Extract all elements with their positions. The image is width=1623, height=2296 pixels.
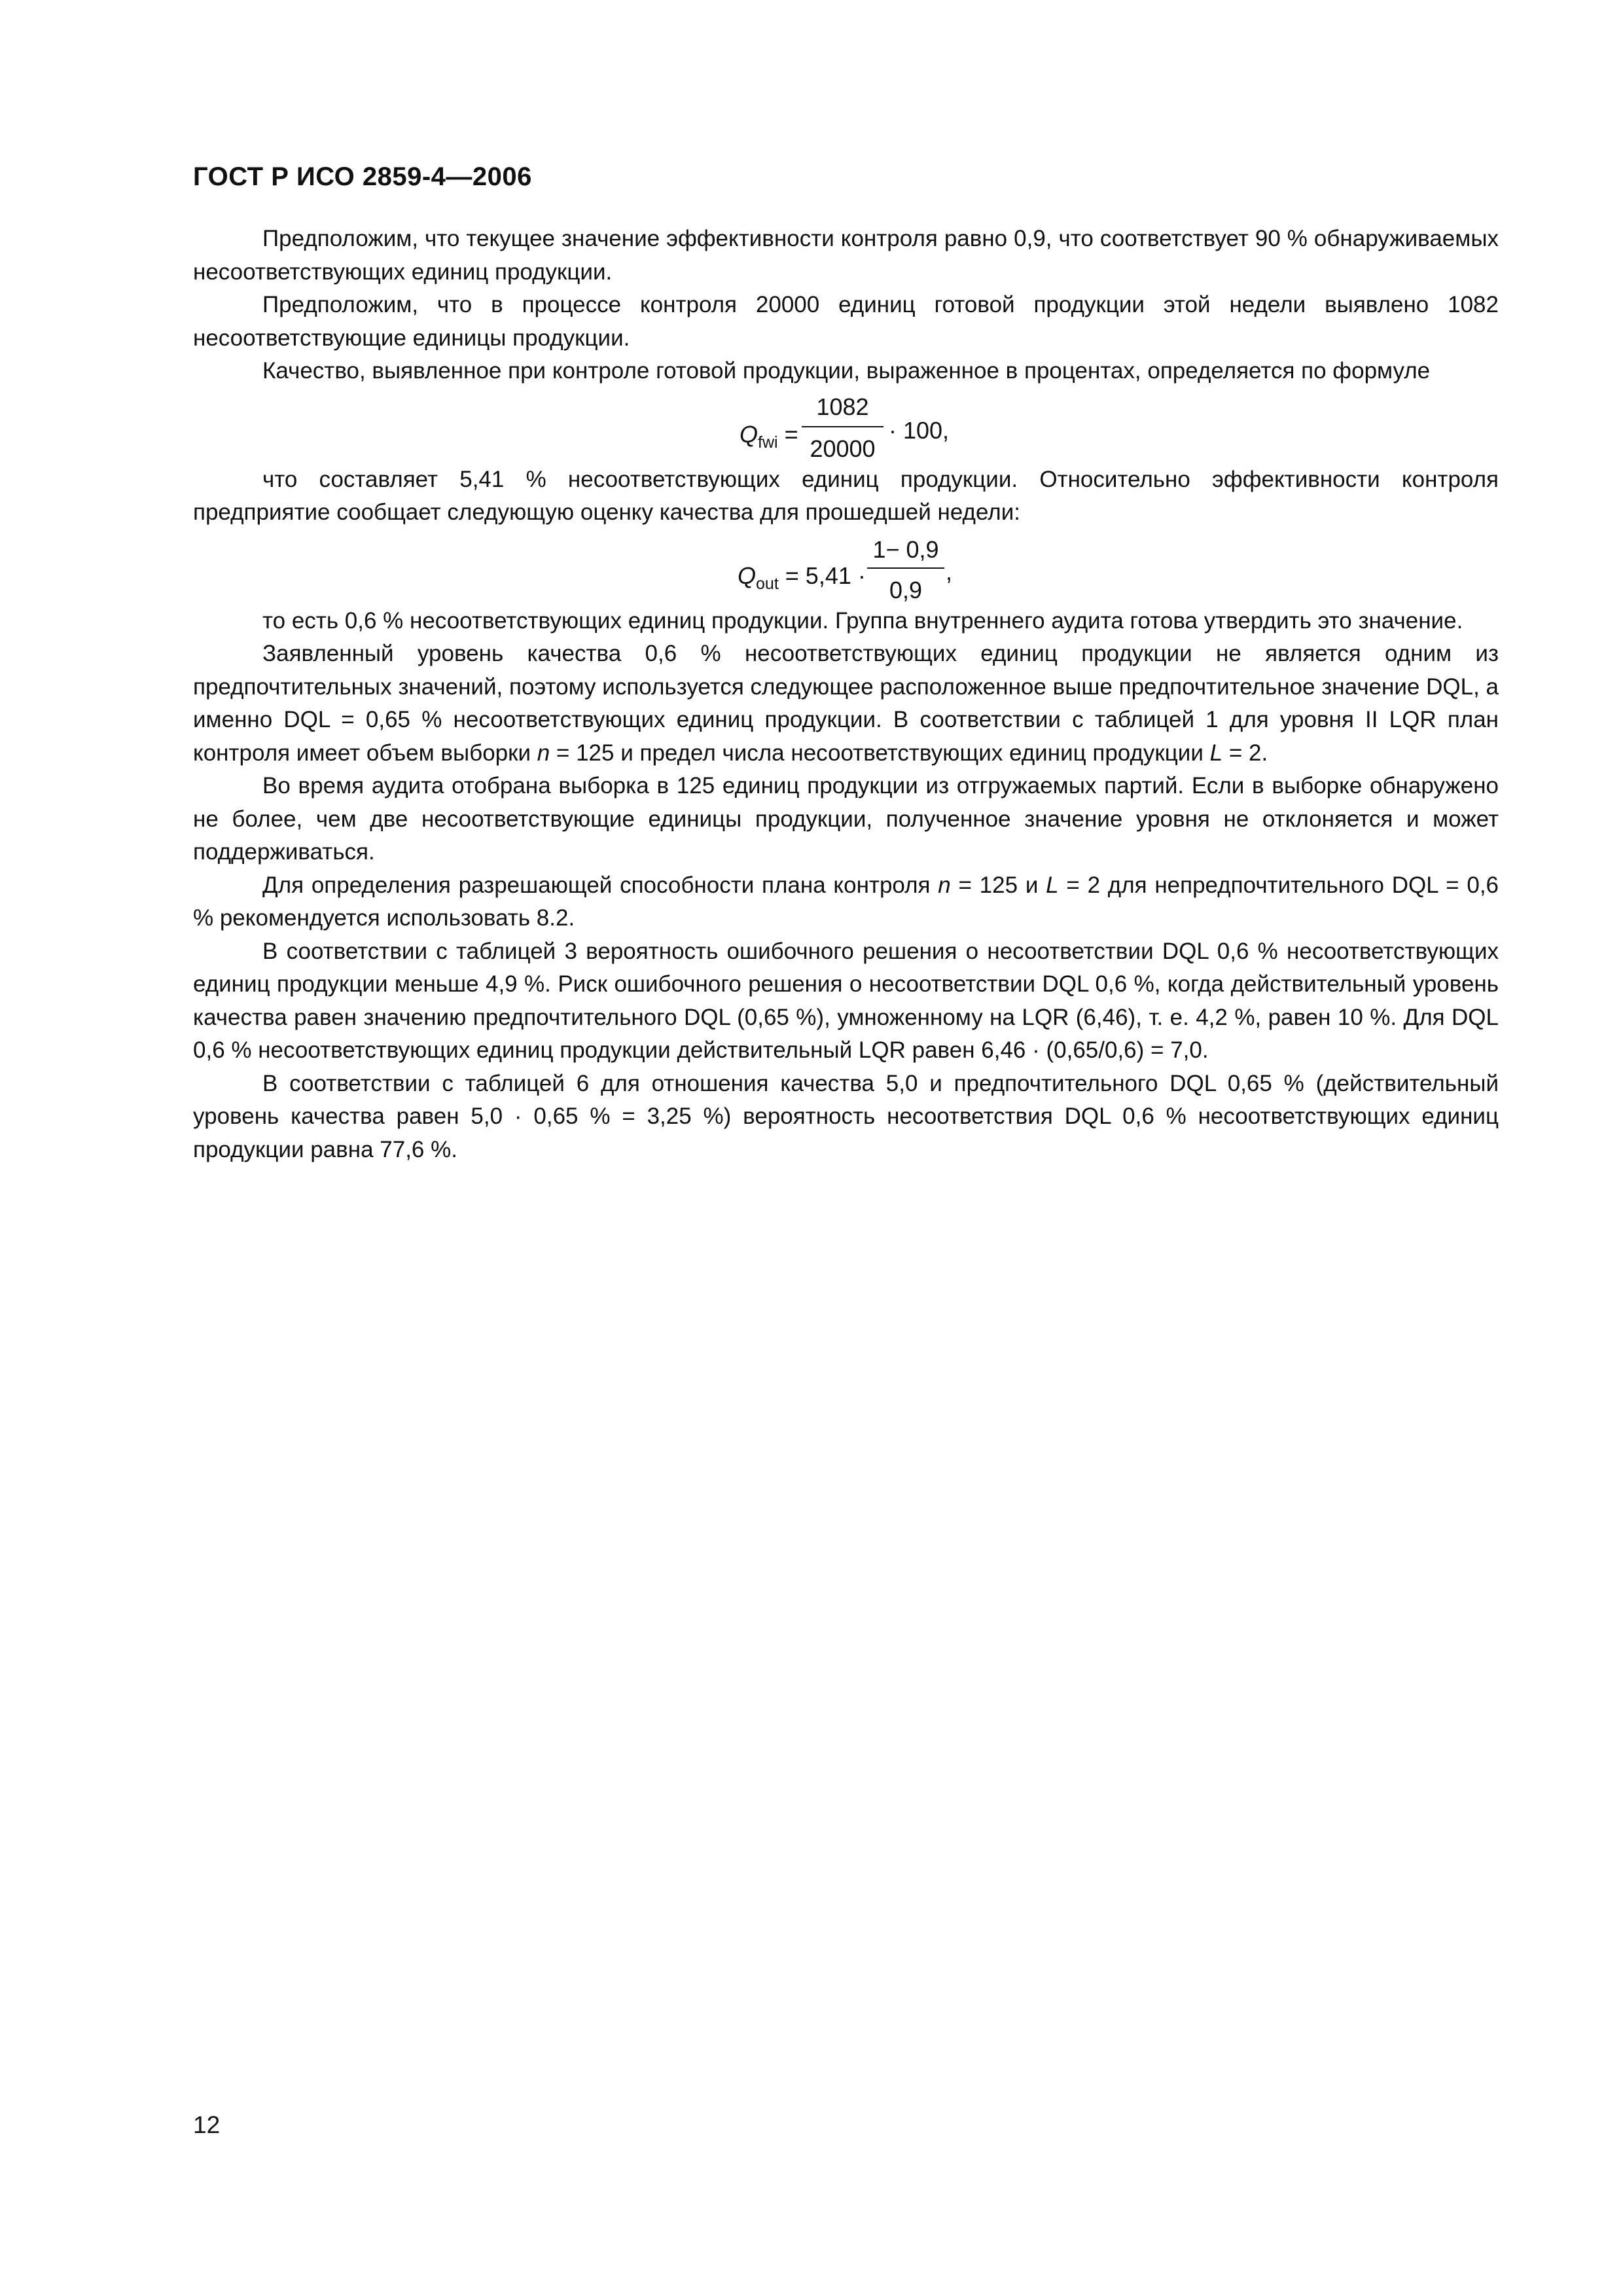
paragraph-dql-selection-text: Заявленный уровень качества 0,6 % несоответствующих единиц продукции не является одним из предпочтительных значений, поэтому используется следующее расположенное выше предпочтительное значение DQL, а именно DQL = 0,65 % несоответствующих единиц продукции. В соответствии с таблицей 1 для уровня II LQR план контроля имеет объем выборки xyxy=(193,641,1499,766)
formula-q-fwi-denominator: 20000 xyxy=(810,435,876,462)
limit-variable: L xyxy=(1209,740,1223,766)
formula-q-out-variable: Q xyxy=(738,562,757,589)
paragraph-inspection-result: Предположим, что в процессе контроля 20000 единиц готовой продукции этой недели выявлено 1082 несоответствующие единицы продукции. xyxy=(193,292,1499,351)
paragraph-table-6-probability: В соответствии с таблицей 6 для отношения качества 5,0 и предпочтительного DQL 0,65 % (действительный уровень качества равен 5,0 · 0,65 % = 3,25 %) вероятность несоответствия DQL 0,6 % несоответствующих единиц продукции равна 77,6 %. xyxy=(193,1070,1499,1162)
formula-q-fwi xyxy=(193,388,1499,463)
paragraph-inspection-effectiveness: Предположим, что текущее значение эффективности контроля равно 0,9, что соответствует 90 % обнаруживаемых несоответствующих единиц продукции. xyxy=(193,226,1499,285)
paragraph-resolution-text-2: = 125 и xyxy=(950,872,1039,898)
paragraph-audit-sample: Во время аудита отобрана выборка в 125 единиц продукции из отгружаемых партий. Если в выборке обнаружено не более, чем две несоответствующие единицы продукции, полученное значение уровня не отклоняется и может поддерживаться. xyxy=(193,773,1499,865)
page-number: 12 xyxy=(193,2111,221,2138)
formula-q-out xyxy=(193,529,1499,605)
formula-q-fwi-variable: Q xyxy=(740,420,758,448)
paragraph-dql-selection-text-3: = 2. xyxy=(1222,740,1268,766)
formula-q-out-coefficient: = 5,41 · xyxy=(778,562,866,589)
document-body xyxy=(193,223,1499,1166)
paragraph-result-statement: что составляет 5,41 % несоответствующих единиц продукции. Относительно эффективности контроля предприятие сообщает следующую оценку качества для прошедшей недели: xyxy=(193,466,1499,525)
paragraph-resolution-text: Для определения разрешающей способности плана контроля xyxy=(262,872,931,898)
formula-q-out-fraction-bar xyxy=(867,567,944,569)
formula-q-fwi-equals: = xyxy=(777,420,798,448)
paragraph-table-3-risk: В соответствии с таблицей 3 вероятность ошибочного решения о несоответствии DQL 0,6 % несоответствующих единиц продукции меньше 4,9 %. Риск ошибочного решения о несоответствии DQL 0,6 %, когда действительный уровень качества равен значению предпочтительного DQL (0,65 %), умноженному на LQR (6,46), т. е. 4,2 %, равен 10 %. Для DQL 0,6 % несоответствующих единиц продукции действительный LQR равен 6,46 · (0,65/0,6) = 7,0. xyxy=(193,938,1499,1063)
paragraph-resolution-text-3: = 2 для непредпочтительного DQL = 0,6 % рекомендуется использовать 8.2. xyxy=(193,872,1499,931)
formula-q-fwi-subscript: fwi xyxy=(758,433,778,452)
formula-q-out-comma: , xyxy=(946,558,953,585)
formula-q-fwi-numerator: 1082 xyxy=(816,393,869,420)
paragraph-dql-selection xyxy=(193,637,1499,770)
sample-size-variable: n xyxy=(938,872,951,898)
limit-variable: L xyxy=(1046,872,1059,898)
paragraph-formula-intro: Качество, выявленное при контроле готовой продукции, выраженное в процентах, определяется по формуле xyxy=(262,358,1431,384)
paragraph-resolution xyxy=(193,869,1499,935)
formula-q-out-lhs xyxy=(738,560,866,593)
paragraph-dql-selection-text-2: = 125 и предел числа несоответствующих единиц продукции xyxy=(550,740,1204,766)
document-header: ГОСТ Р ИСО 2859-4—2006 xyxy=(193,162,532,191)
paragraph-audit-approval: то есть 0,6 % несоответствующих единиц продукции. Группа внутреннего аудита готова утвердить это значение. xyxy=(262,607,1463,634)
formula-q-fwi-fraction-bar xyxy=(802,426,883,427)
sample-size-variable: n xyxy=(537,740,550,766)
formula-q-out-numerator: 1− 0,9 xyxy=(872,535,939,563)
formula-q-out-denominator: 0,9 xyxy=(889,576,923,603)
formula-q-fwi-lhs xyxy=(740,418,798,452)
formula-q-fwi-multiplier: · 100, xyxy=(889,416,950,444)
formula-q-out-subscript: out xyxy=(756,574,779,593)
